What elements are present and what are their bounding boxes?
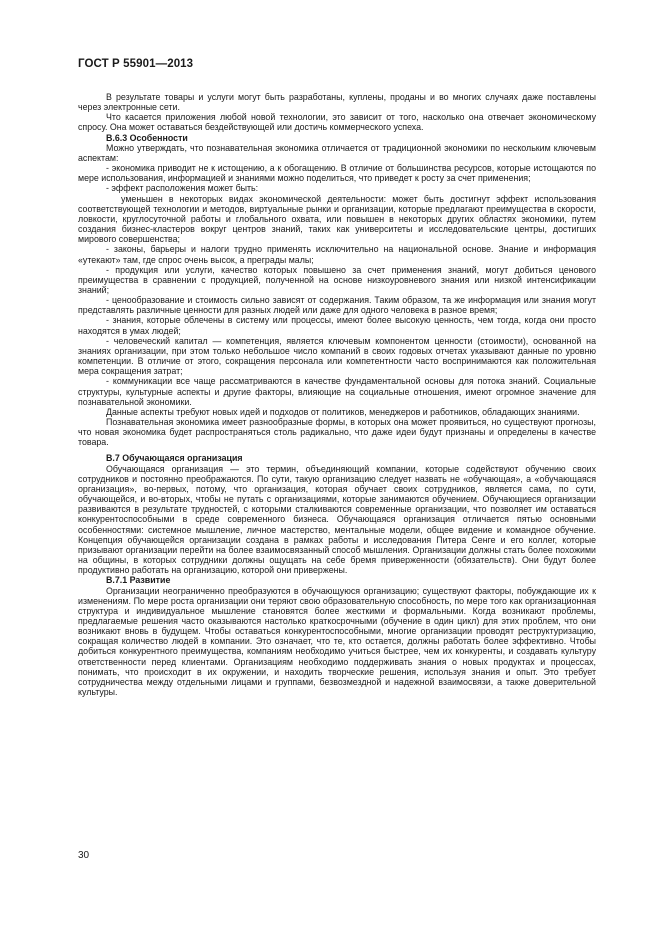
- list-item: - продукция или услуги, качество которых повышено за счет применения знаний, могут добиться ценового преимущества в сравнении с продукцией, полученной на основе низкоуровневого знания или низкой интенсификации знаний;: [78, 264, 596, 295]
- document-body: [78, 92, 596, 697]
- list-item: - человеческий капитал — компетенция, является ключевым компонентом ценности (стоимости), основанной на знаниях организации, при этом только небольшое число компаний в своих годовых отчетах указывают данные по уровню компетенции. В отличие от этого, сокращения персонала или компетентности часто воспринимаются как положительная мера сокращения затрат;: [78, 335, 596, 377]
- paragraph: Обучающаяся организация — это термин, объединяющий компании, которые содействуют обучению своих сотрудников и постоянно преображаются. По сути, такую организацию следует назвать не «обучающая», а «обучающаяся организация», во-первых, потому, что организация, которая обучает своих сотрудников, является сама, по сути, обучающейся, и во-вторых, чтобы не путать с организациями, которые занимаются обучением. Обучающиеся организации развиваются в результате трудностей, с которыми сталкиваются современные организации, что позволяет им оставаться конкурентоспособными в среде современного бизнеса. Обучающаяся организация отличается пятью основными особенностями: системное мышление, личное мастерство, ментальные модели, общее видение и командное обучение. Концепция обучающейся организации создана в рамках работы и исследования Питера Сенге и его коллег, которые призывают организации перейти на более взаимосвязанный способ мышления. Организации должны стать более похожими на общины, в которых сотрудники должны ощущать на себе бремя приверженности (обязательств). Они будут более продуктивно работать на организацию, которой они привержены.: [78, 463, 596, 576]
- list-item: - коммуникации все чаще рассматриваются в качестве фундаментальной основы для потока знаний. Социальные структуры, культурные аспекты и другие факторы, влияющие на социальные отношения, имеют огромное значение для познавательной экономики.: [78, 376, 596, 407]
- paragraph: Можно утверждать, что познавательная экономика отличается от традиционной экономики по нескольким ключевым аспектам:: [78, 142, 596, 163]
- section-heading: В.7 Обучающаяся организация: [106, 453, 243, 464]
- section-heading: В.6.3 Особенности: [106, 132, 188, 143]
- sub-list-item: уменьшен в некоторых видах экономической деятельности: может быть достигнут эффект использования соответствующей технологии и методов, виртуальные рынки и организации, которые предлагают преимущества в скорости, ловкости, круглосуточной работы и глобального охвата, или повышен в некоторых других областях экономики, путем создания бизнес-кластеров вокруг центров знаний, таких как университеты и исследовательские центры, достигших мирового совершенства;: [78, 193, 596, 245]
- paragraph: Данные аспекты требуют новых идей и подходов от политиков, менеджеров и работников, обладающих знаниями.: [106, 406, 580, 417]
- paragraph: Что касается приложения любой новой технологии, это зависит от того, насколько она отвечает экономическому спросу. Она может оставаться бездействующей или достичь коммерческого успеха.: [78, 112, 596, 133]
- paragraph: Организации неограниченно преобразуются в обучающуюся организацию; существуют факторы, побуждающие их к изменениям. По мере роста организации они теряют свою образовательную способность, по мере того как организационная структура и индивидуальное мышление становятся более жесткими и формальными. Когда возникают проблемы, предлагаемые решения часто оказываются настолько краткосрочными (обучение в один цикл) для этих проблем, что они возникают вновь в будущем. Чтобы оставаться конкурентоспособными, многие организации проводят реструктуризацию, сокращая количество людей в компании. Это означает, что те, кто остается, должны работать более эффективно. Чтобы добиться конкурентного преимущества, компаниям необходимо учиться быстрее, чем их конкуренты, и создавать культуру ответственности перед клиентами. Организациям необходимо поддерживать знания о новых продуктах и процессах, понимать, что происходит в их окружении, и находить творческие решения, используя знания и опыт. Это требует сотрудничества между отдельными лицами и группами, безвозмездной и надежной взаимосвязи, а также доверительной культуры.: [78, 585, 596, 698]
- paragraph: Познавательная экономика имеет разнообразные формы, в которых она может проявиться, но существуют прогнозы, что новая экономика будет распространяться столь радикально, что даже идеи будут признаны и определены в качестве товара.: [78, 417, 596, 448]
- list-item: - экономика приводит не к истощению, а к обогащению. В отличие от большинства ресурсов, которые истощаются по мере использования, информацией и знаниями можно поделиться, что приведет к росту за счет применения;: [78, 163, 596, 184]
- paragraph: В результате товары и услуги могут быть разработаны, куплены, проданы и во многих случаях даже поставлены через электронные сети.: [78, 92, 596, 113]
- page-number: 30: [78, 850, 90, 861]
- document-header: ГОСТ Р 55901—2013: [78, 58, 194, 70]
- list-item: - знания, которые облечены в систему или процессы, имеют более высокую ценность, чем тогда, когда они просто находятся в умах людей;: [78, 315, 596, 336]
- list-item: - эффект расположения может быть:: [106, 183, 259, 194]
- list-item: - законы, барьеры и налоги трудно применять исключительно на национальной основе. Знание и информация «утекают» там, где спрос очень высок, а преграды малы;: [78, 244, 596, 265]
- subsection-heading: В.7.1 Развитие: [106, 575, 171, 586]
- list-item: - ценообразование и стоимость сильно зависят от содержания. Таким образом, та же информация или знания могут представлять различные ценности для разных людей или даже для одного человека в разное время;: [78, 295, 596, 316]
